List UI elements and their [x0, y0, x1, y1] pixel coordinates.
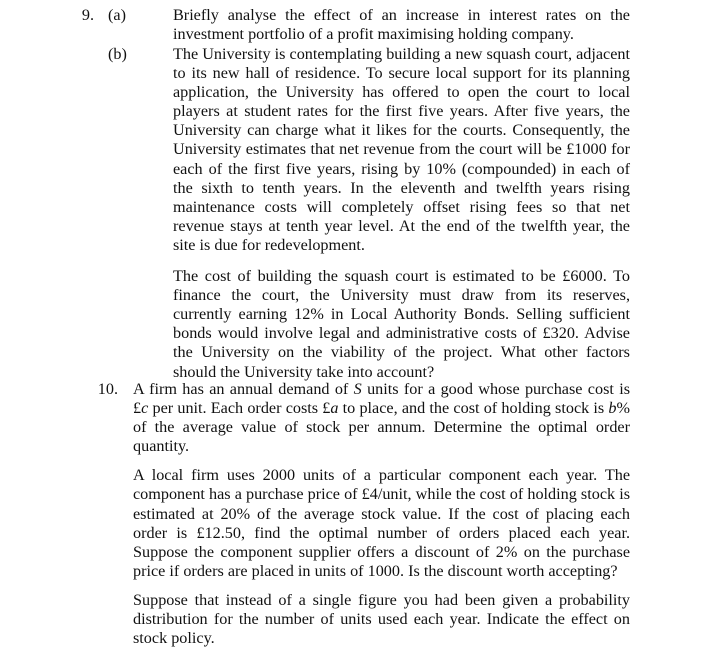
- text-run: % of the average value of stock per annum. Determine the optimal order quantity.: [133, 399, 630, 456]
- paragraph: A local firm uses 2000 units of a particular component each year. The component has a purchase price of £4/unit, while the cost of holding stock is estimated at 20% of the average stock value. If the cost of placing each order is £12.50, find the optimal number of orders placed each year. Suppose the component supplier offers a discount of 2% on the purchase price if orders are placed in units of 1000. Is the discount worth accepting?: [133, 466, 630, 580]
- paragraph: Briefly analyse the effect of an increase in interest rates on the investment portfolio of a profit maximising holding company.: [173, 6, 630, 44]
- variable: S: [353, 380, 362, 398]
- text-run: units for a good whose purchase cost is £: [133, 380, 630, 418]
- text-run: A firm has an annual demand of: [133, 380, 354, 398]
- part-b-text: [173, 45, 630, 382]
- variable: a: [330, 399, 339, 418]
- paragraph: [133, 380, 630, 456]
- variable: c: [141, 399, 149, 418]
- paragraph: Suppose that instead of a single figure you had been given a probability distribution for the number of units used each year. Indicate the effect on stock policy.: [133, 590, 630, 648]
- part-a-text: [173, 6, 630, 44]
- part-label-b: (b): [108, 45, 127, 63]
- text-run: to place, and the cost of holding stock is: [338, 399, 609, 418]
- text-run: per unit. Each order costs £: [148, 399, 331, 418]
- variable: b: [608, 399, 617, 418]
- paragraph: The University is contemplating building a new squash court, adjacent to its new hall of residence. To secure local support for its planning application, the University has offered to open the court to local players at student rates for the first five years. After five years, the University can charge what it likes for the courts. Consequently, the University estimates that net revenue from the court will be £1000 for each of the first five years, rising by 10% (compounded) in each of the sixth to tenth years. In the eleventh and twelfth years rising maintenance costs will completely offset rising fees so that net revenue stays at tenth year level. At the end of the twelfth year, the site is due for redevelopment.: [173, 45, 630, 254]
- question-number: 9.: [81, 6, 94, 24]
- paragraph: The cost of building the squash court is estimated to be £6000. To finance the court, the University must draw from its reserves, currently earning 12% in Local Authority Bonds. Selling sufficient bonds would involve legal and administrative costs of £320. Advise the University on the viability of the project. What other factors should the University take into account?: [173, 267, 630, 381]
- part-label-a: (a): [108, 6, 126, 24]
- question-number: 10.: [97, 380, 118, 398]
- question-10-text: [133, 380, 630, 648]
